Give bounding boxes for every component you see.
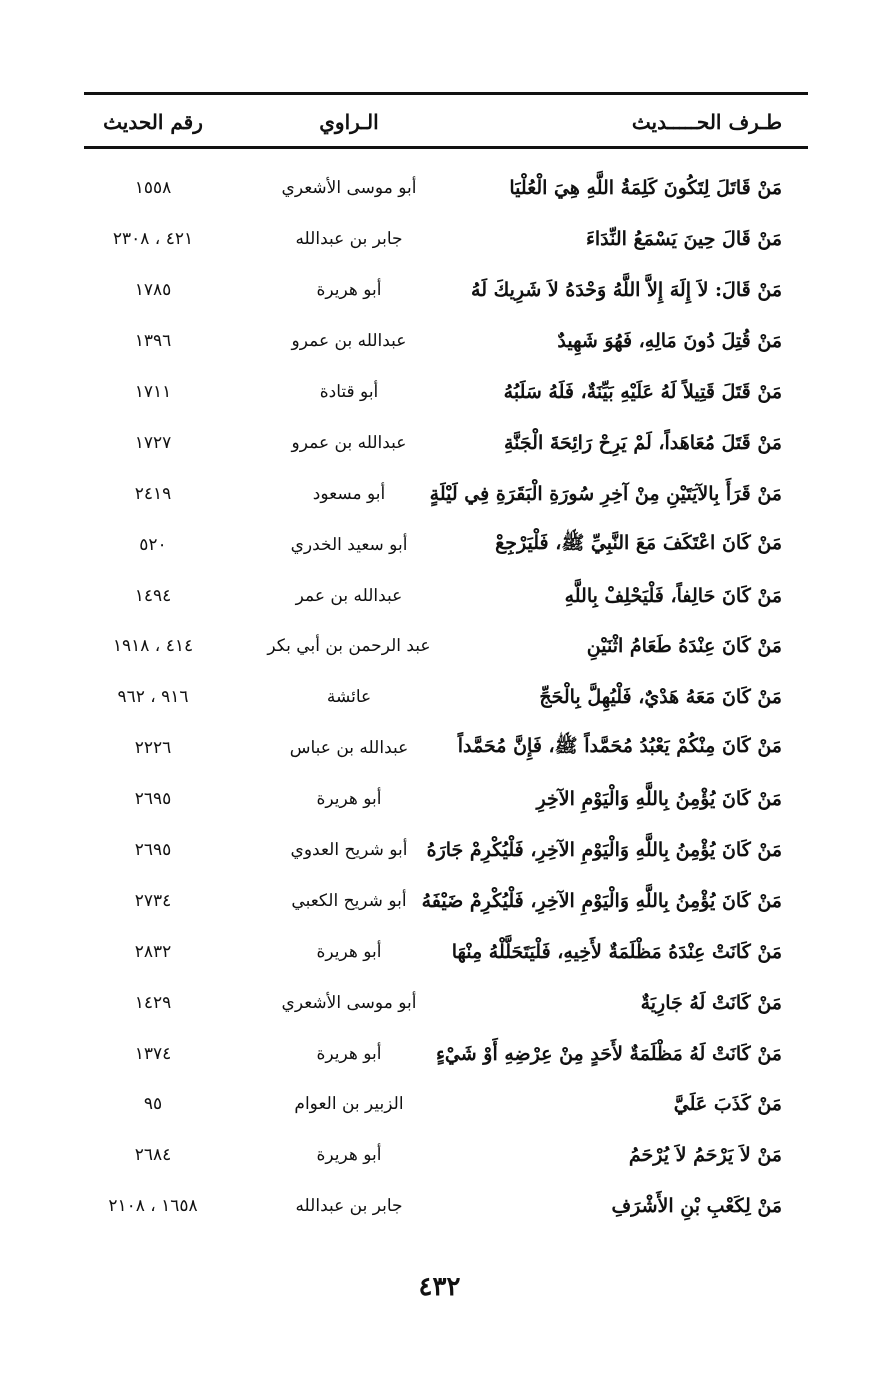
hadith-number: ٢٦٩٥ bbox=[134, 789, 172, 810]
hadith-text: مَنْ كَانَتْ لَهُ مَظْلَمَةٌ لأَحَدٍ مِنْ عِرْضِهِ أَوْ شَيْءٍ bbox=[435, 1042, 782, 1065]
narrator-name: عبدالله بن عباس bbox=[289, 738, 409, 759]
table-row bbox=[84, 214, 808, 265]
hadith-text: مَنْ كَانَ حَالِفاً، فَلْيَحْلِفْ بِاللَّهِ bbox=[564, 584, 782, 607]
table-row bbox=[84, 875, 808, 926]
header-rule bbox=[84, 146, 808, 149]
narrator-name: جابر بن عبدالله bbox=[295, 229, 403, 250]
hadith-number: ٤٢١ ، ٢٣٠٨ bbox=[112, 229, 194, 250]
hadith-number: ١٧٨٥ bbox=[134, 280, 172, 301]
table-row bbox=[84, 519, 808, 570]
table-row bbox=[84, 977, 808, 1028]
header-hadith: طـرف الحـــــديث bbox=[631, 110, 782, 134]
narrator-name: عبد الرحمن بن أبي بكر bbox=[267, 636, 431, 657]
hadith-text: مَنْ قَتَلَ قَتِيلاً لَهُ عَلَيْهِ بَيِّنَةٌ، فَلَهُ سَلَبُهُ bbox=[503, 381, 782, 403]
table-row bbox=[84, 1028, 808, 1079]
hadith-text: مَنْ كَانَ اعْتَكَفَ مَعَ النَّبِيِّ ﷺ، فَلْيَرْجِعْ bbox=[495, 531, 782, 554]
hadith-text: مَنْ قَالَ: لاَ إِلَهَ إِلاَّ اللَّهُ وَحْدَهُ لاَ شَرِيكَ لَهُ bbox=[471, 279, 782, 302]
hadith-text: مَنْ لاَ يَرْحَمُ لاَ يُرْحَمُ bbox=[628, 1144, 782, 1167]
table-header bbox=[84, 104, 808, 140]
hadith-number: ٢٦٨٤ bbox=[134, 1145, 172, 1166]
narrator-name: أبو هريرة bbox=[316, 1145, 382, 1166]
table-row bbox=[84, 316, 808, 367]
hadith-text: مَنْ كَانَ مَعَهُ هَدْيٌ، فَلْيُهِلَّ بِالْحَجِّ bbox=[539, 686, 782, 709]
hadith-number: ١٣٧٤ bbox=[134, 1043, 172, 1064]
hadith-text: مَنْ قُتِلَ دُونَ مَالِهِ، فَهُوَ شَهِيدٌ bbox=[557, 330, 782, 353]
narrator-name: أبو شريح الكعبي bbox=[291, 890, 407, 911]
narrator-name: أبو سعيد الخدري bbox=[290, 534, 408, 555]
table-row bbox=[84, 1130, 808, 1181]
hadith-number: ١٤٢٩ bbox=[134, 992, 172, 1013]
table-row bbox=[84, 468, 808, 519]
hadith-number: ٢٢٢٦ bbox=[134, 738, 172, 759]
hadith-number: ١٣٩٦ bbox=[134, 331, 172, 352]
hadith-text: مَنْ قَتَلَ مُعَاهَداً، لَمْ يَرِحْ رَائِحَةَ الْجَنَّةِ bbox=[504, 431, 782, 454]
hadith-text: مَنْ كَانَ يُؤْمِنُ بِاللَّهِ وَالْيَوْمِ الآخِرِ، فَلْيُكْرِمْ جَارَهُ bbox=[426, 839, 782, 862]
narrator-name: أبو هريرة bbox=[316, 789, 382, 810]
hadith-number: ١٧٢٧ bbox=[134, 432, 172, 453]
hadith-text: مَنْ كَانَ عِنْدَهُ طَعَامُ اثْنَيْنِ bbox=[586, 635, 782, 658]
hadith-number: ١٦٥٨ ، ٢١٠٨ bbox=[108, 1196, 198, 1217]
narrator-name: عبدالله بن عمرو bbox=[291, 432, 407, 453]
table-row bbox=[84, 825, 808, 876]
hadith-number: ٩٥ bbox=[143, 1094, 163, 1115]
hadith-text: مَنْ قَاتَلَ لِتَكُونَ كَلِمَةُ اللَّهِ هِيَ الْعُلْيَا bbox=[509, 177, 782, 200]
narrator-name: أبو قتادة bbox=[319, 382, 379, 402]
table-row bbox=[84, 926, 808, 977]
narrator-name: أبو هريرة bbox=[316, 941, 382, 962]
hadith-number: ٢٧٣٤ bbox=[134, 890, 172, 911]
header-narrator: الـراوي bbox=[319, 110, 379, 134]
table-row bbox=[84, 417, 808, 468]
hadith-number: ٢٨٣٢ bbox=[134, 941, 172, 962]
hadith-number: ٥٢٠ bbox=[139, 534, 167, 555]
table-row bbox=[84, 1079, 808, 1130]
narrator-name: جابر بن عبدالله bbox=[295, 1196, 403, 1217]
hadith-text: مَنْ كَانَتْ عِنْدَهُ مَظْلَمَةٌ لأَخِيهِ، فَلْيَتَحَلَّلْهُ مِنْهَا bbox=[451, 940, 782, 963]
table-row bbox=[84, 570, 808, 621]
narrator-name: أبو شريح العدوي bbox=[290, 840, 408, 861]
hadith-number: ١٧١١ bbox=[134, 382, 172, 402]
top-rule bbox=[84, 92, 808, 95]
page-number: ٤٣٢ bbox=[418, 1272, 461, 1302]
narrator-name: عبدالله بن عمرو bbox=[291, 331, 407, 352]
narrator-name: عبدالله بن عمر bbox=[295, 585, 403, 606]
hadith-text: مَنْ قَرَأَ بِالآيَتَيْنِ مِنْ آخِرِ سُورَةِ الْبَقَرَةِ فِي لَيْلَةٍ bbox=[429, 482, 782, 505]
hadith-number: ٤١٤ ، ١٩١٨ bbox=[112, 636, 194, 657]
table-row bbox=[84, 672, 808, 723]
hadith-number: ١٤٩٤ bbox=[134, 585, 172, 606]
header-number: رقم الحديث bbox=[103, 110, 203, 134]
hadith-text: مَنْ كَانَ يُؤْمِنُ بِاللَّهِ وَالْيَوْمِ الآخِرِ bbox=[536, 788, 782, 811]
hadith-text: مَنْ كَانَ يُؤْمِنُ بِاللَّهِ وَالْيَوْمِ الآخِرِ، فَلْيُكْرِمْ ضَيْفَهُ bbox=[421, 889, 782, 912]
narrator-name: أبو مسعود bbox=[312, 483, 386, 504]
narrator-name: الزبير بن العوام bbox=[294, 1094, 404, 1115]
hadith-text: مَنْ قَالَ حِينَ يَسْمَعُ النِّدَاءَ bbox=[585, 228, 782, 251]
hadith-text: مَنْ كَانَ مِنْكُمْ يَعْبُدُ مُحَمَّداً ﷺ، فَإِنَّ مُحَمَّداً bbox=[457, 735, 782, 758]
hadith-number: ٩١٦ ، ٩٦٢ bbox=[117, 687, 189, 708]
table-row bbox=[84, 621, 808, 672]
hadith-number: ٢٤١٩ bbox=[134, 483, 172, 504]
hadith-text: مَنْ كَذَبَ عَلَيَّ bbox=[673, 1093, 782, 1116]
hadith-number: ٢٦٩٥ bbox=[134, 840, 172, 861]
hadith-table bbox=[84, 163, 808, 1232]
narrator-name: أبو موسى الأشعري bbox=[281, 178, 417, 199]
narrator-name: عائشة bbox=[326, 687, 372, 708]
table-row bbox=[84, 1181, 808, 1232]
narrator-name: أبو هريرة bbox=[316, 1043, 382, 1064]
table-row bbox=[84, 723, 808, 774]
hadith-number: ١٥٥٨ bbox=[134, 178, 172, 199]
narrator-name: أبو موسى الأشعري bbox=[281, 992, 417, 1013]
table-row bbox=[84, 265, 808, 316]
table-row bbox=[84, 163, 808, 214]
narrator-name: أبو هريرة bbox=[316, 280, 382, 301]
table-row bbox=[84, 774, 808, 825]
table-row bbox=[84, 367, 808, 418]
hadith-text: مَنْ كَانَتْ لَهُ جَارِيَةٌ bbox=[640, 991, 782, 1014]
hadith-text: مَنْ لِكَعْبِ بْنِ الأَشْرَفِ bbox=[611, 1195, 782, 1218]
